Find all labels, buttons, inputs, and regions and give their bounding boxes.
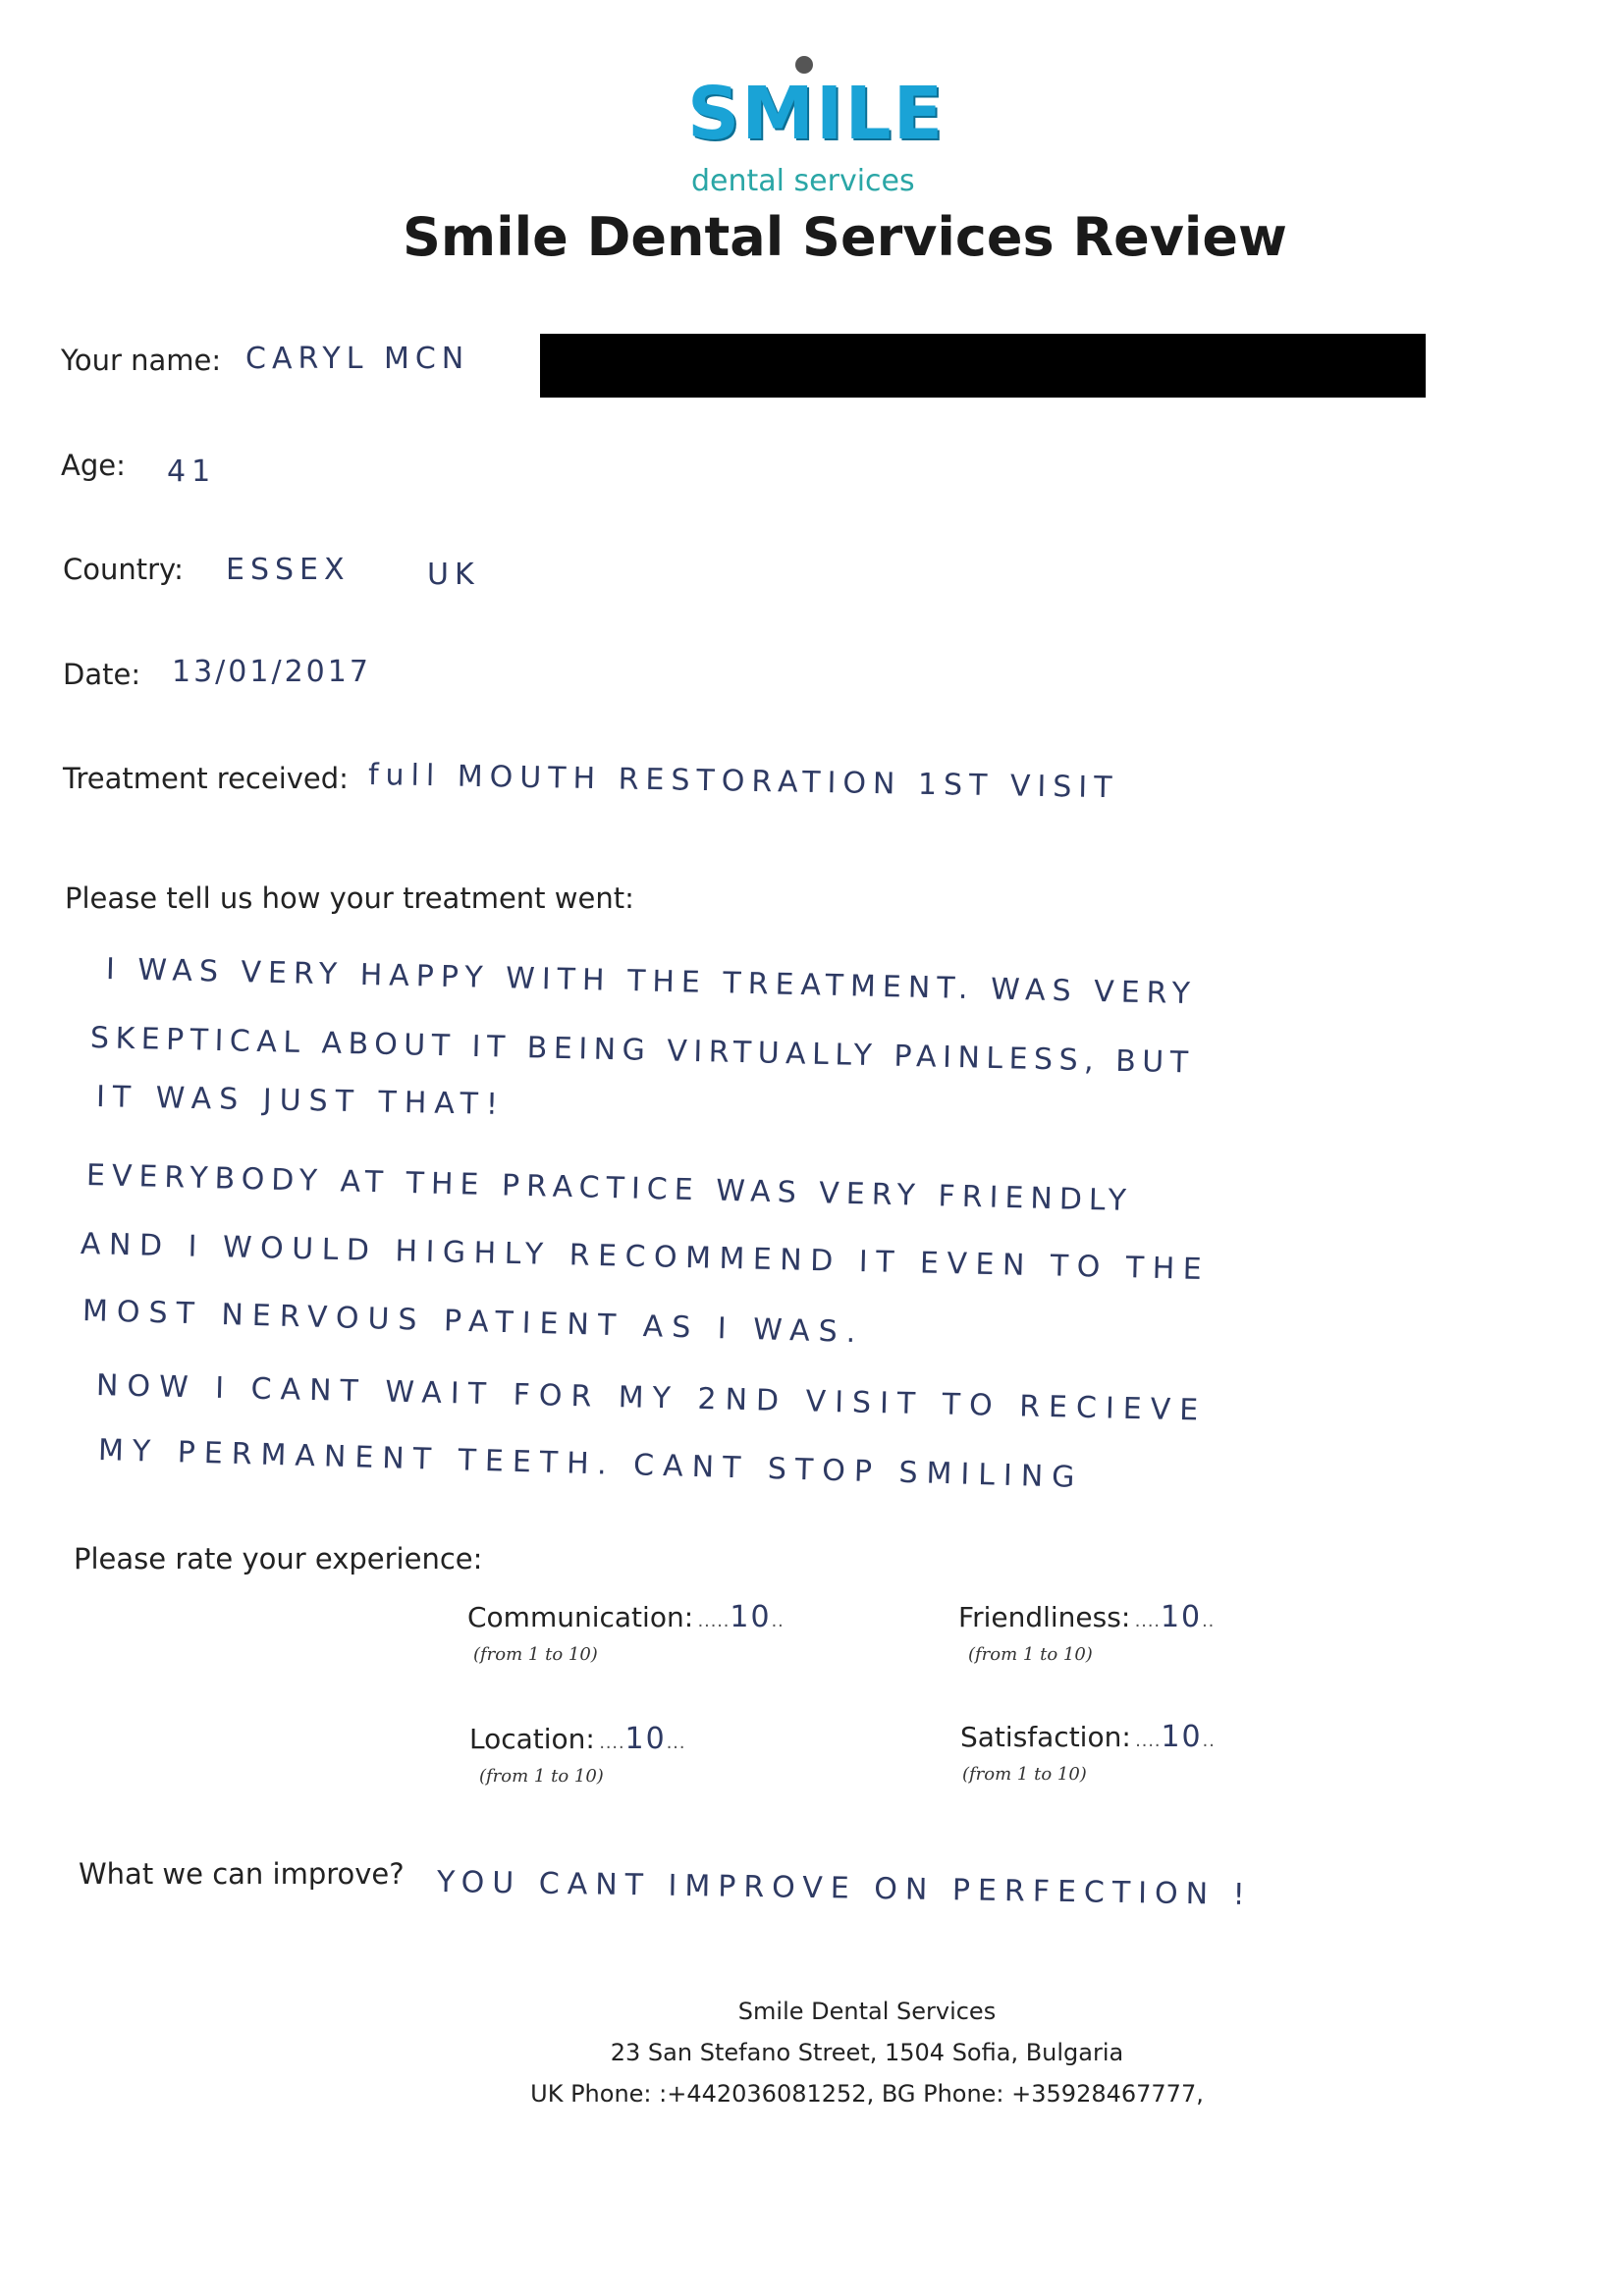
treatment-label: Treatment received: (63, 762, 349, 795)
story-line: EVERYBODY AT THE PRACTICE WAS VERY FRIENDLY (85, 1158, 1134, 1219)
rating-satisfaction (960, 1720, 1373, 1785)
improve-label: What we can improve? (79, 1857, 405, 1891)
age-value: 41 (167, 454, 217, 489)
story-line: SKEPTICAL ABOUT IT BEING VIRTUALLY PAINLESS, BUT (89, 1021, 1195, 1081)
rating-dots: .... (1134, 1610, 1161, 1631)
rating-friendliness (958, 1600, 1371, 1665)
country-label: Country: (63, 553, 184, 586)
rating-range-hint: (from 1 to 10) (473, 1644, 598, 1665)
footer-address: 23 San Stefano Street, 1504 Sofia, Bulgaria (610, 2039, 1124, 2066)
logo (687, 54, 946, 201)
story-line: IT WAS JUST THAT! (95, 1080, 507, 1123)
ratings-label: Please rate your experience: (74, 1542, 483, 1575)
age-label: Age: (61, 449, 126, 482)
rating-label: Location: (469, 1723, 595, 1755)
rating-value: 10 (1161, 1720, 1203, 1754)
treatment-value: full MOUTH RESTORATION 1ST VISIT (367, 758, 1119, 806)
rating-label: Communication: (467, 1601, 694, 1633)
rating-range-hint: (from 1 to 10) (962, 1764, 1087, 1785)
date-label: Date: (63, 658, 141, 691)
story-line: MOST NERVOUS PATIENT AS I WAS. (81, 1294, 865, 1351)
rating-range-hint: (from 1 to 10) (968, 1644, 1093, 1665)
redaction-bar (540, 334, 1426, 398)
rating-dots: ... (666, 1732, 686, 1753)
rating-value: 10 (1160, 1600, 1203, 1634)
name-value: CARYL MCN (245, 342, 470, 376)
rating-label: Friendliness: (958, 1601, 1131, 1633)
footer-company: Smile Dental Services (737, 1998, 997, 2025)
rating-dots: .. (1202, 1730, 1216, 1751)
story-label: Please tell us how your treatment went: (65, 881, 634, 915)
rating-location (469, 1722, 882, 1787)
improve-value: YOU CANT IMPROVE ON PERFECTION ! (436, 1865, 1253, 1913)
rating-value: 10 (730, 1600, 772, 1634)
footer-phones: UK Phone: :+442036081252, BG Phone: +35928467777, (530, 2080, 1204, 2108)
rating-value: 10 (624, 1722, 667, 1756)
country-region-value: ESSEX (226, 553, 351, 587)
rating-range-hint: (from 1 to 10) (479, 1766, 604, 1787)
rating-label: Satisfaction: (960, 1721, 1131, 1753)
name-label: Your name: (61, 344, 222, 377)
story-line: I WAS VERY HAPPY WITH THE TREATMENT. WAS VERY (105, 952, 1198, 1012)
page-title: Smile Dental Services Review (403, 206, 1287, 268)
story-line: AND I WOULD HIGHLY RECOMMEND IT EVEN TO THE (80, 1227, 1211, 1288)
date-value: 13/01/2017 (172, 655, 371, 689)
rating-dots: .... (599, 1732, 625, 1753)
rating-dots: .... (1135, 1730, 1162, 1751)
story-line: NOW I CANT WAIT FOR MY 2ND VISIT TO RECIEVE (95, 1368, 1208, 1428)
rating-communication (467, 1600, 880, 1665)
story-line: MY PERMANENT TEETH. CANT STOP SMILING (97, 1433, 1084, 1496)
logo-word: SMILE (687, 72, 946, 156)
rating-dots: ..... (697, 1610, 731, 1631)
country-country-value: UK (427, 558, 480, 592)
logo-subtitle: dental services (691, 164, 915, 198)
rating-dots: .. (1202, 1610, 1216, 1631)
rating-dots: .. (771, 1610, 785, 1631)
